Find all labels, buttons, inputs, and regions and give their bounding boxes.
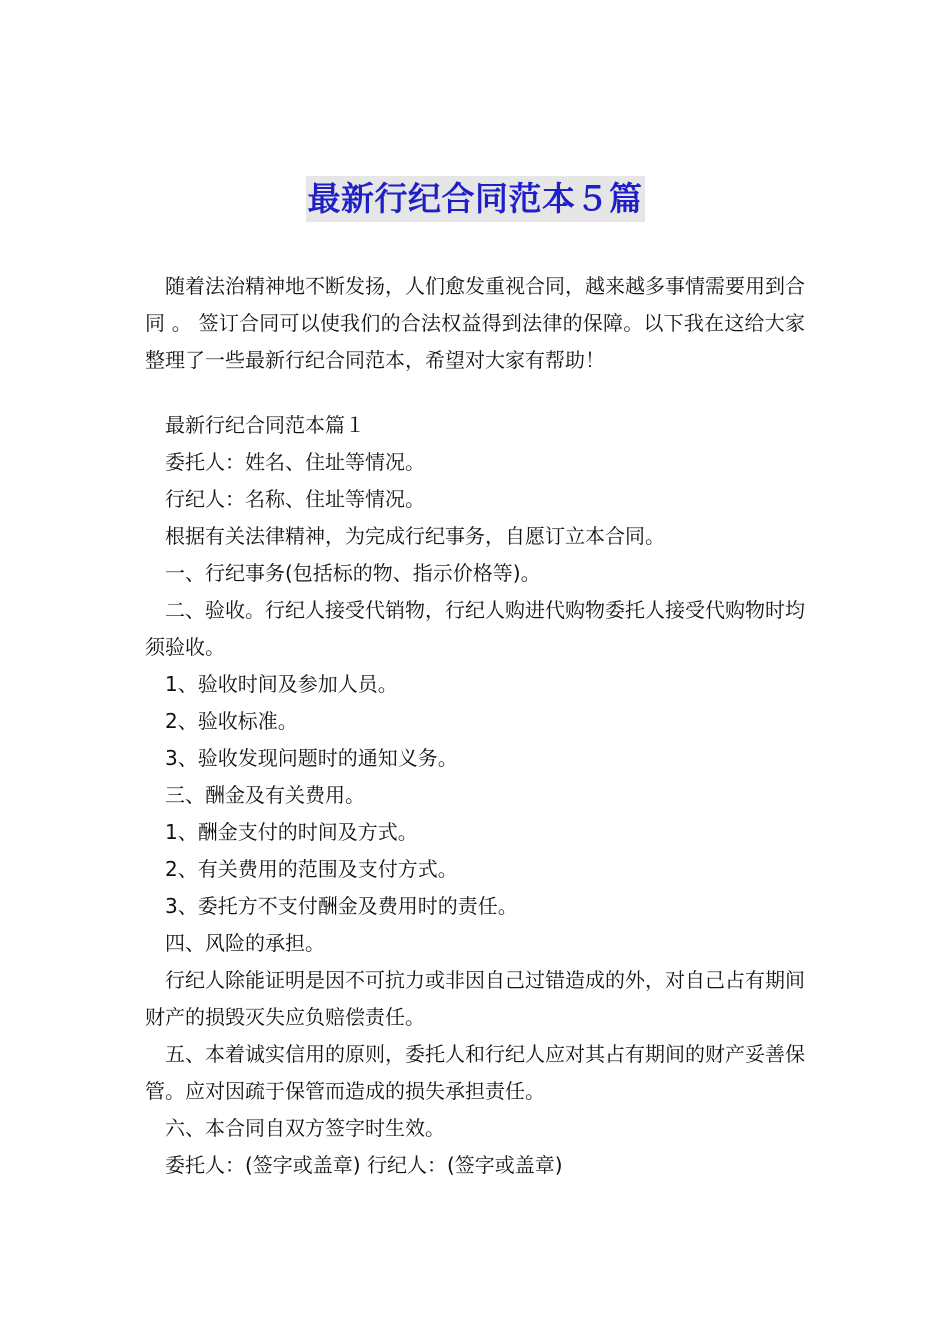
clause-2-item-3: 3、验收发现问题时的通知义务。	[165, 746, 458, 770]
document-title: 最新行纪合同范本５篇	[306, 176, 645, 222]
clause-3: 三、酬金及有关费用。	[165, 783, 365, 807]
clause-6: 六、本合同自双方签字时生效。	[165, 1116, 445, 1140]
clause-2-item-1: 1、验收时间及参加人员。	[165, 672, 398, 696]
clause-5: 五、本着诚实信用的原则，委托人和行纪人应对其占有期间的财产妥善保管。应对因疏于保管而造成的损失承担责任。	[145, 1042, 805, 1103]
clause-4: 四、风险的承担。	[165, 931, 325, 955]
client-line: 委托人：姓名、住址等情况。	[165, 450, 425, 474]
clause-3-item-2: 2、有关费用的范围及支付方式。	[165, 857, 458, 881]
title-wrapper	[0, 176, 950, 222]
signature-line: 委托人：(签字或盖章) 行纪人：(签字或盖章)	[165, 1153, 563, 1177]
document-body	[145, 268, 805, 1184]
clause-4-body: 行纪人除能证明是因不可抗力或非因自己过错造成的外，对自己占有期间财产的损毁灭失应负赔偿责任。	[145, 968, 805, 1029]
clause-2-item-2: 2、验收标准。	[165, 709, 298, 733]
section-heading: 最新行纪合同范本篇１	[165, 413, 365, 437]
intro-paragraph: 随着法治精神地不断发扬，人们愈发重视合同，越来越多事情需要用到合同 。 签订合同可以使我们的合法权益得到法律的保障。以下我在这给大家整理了一些最新行纪合同范本，希望对大家有帮助！	[145, 274, 805, 372]
clause-3-item-3: 3、委托方不支付酬金及费用时的责任。	[165, 894, 518, 918]
clause-2: 二、验收。行纪人接受代销物，行纪人购进代购物委托人接受代购物时均须验收。	[145, 598, 805, 659]
clause-1: 一、行纪事务(包括标的物、指示价格等)。	[165, 561, 541, 585]
clause-3-item-1: 1、酬金支付的时间及方式。	[165, 820, 418, 844]
preamble-line: 根据有关法律精神，为完成行纪事务，自愿订立本合同。	[165, 524, 665, 548]
broker-line: 行纪人：名称、住址等情况。	[165, 487, 425, 511]
paragraph-spacer	[145, 379, 805, 407]
